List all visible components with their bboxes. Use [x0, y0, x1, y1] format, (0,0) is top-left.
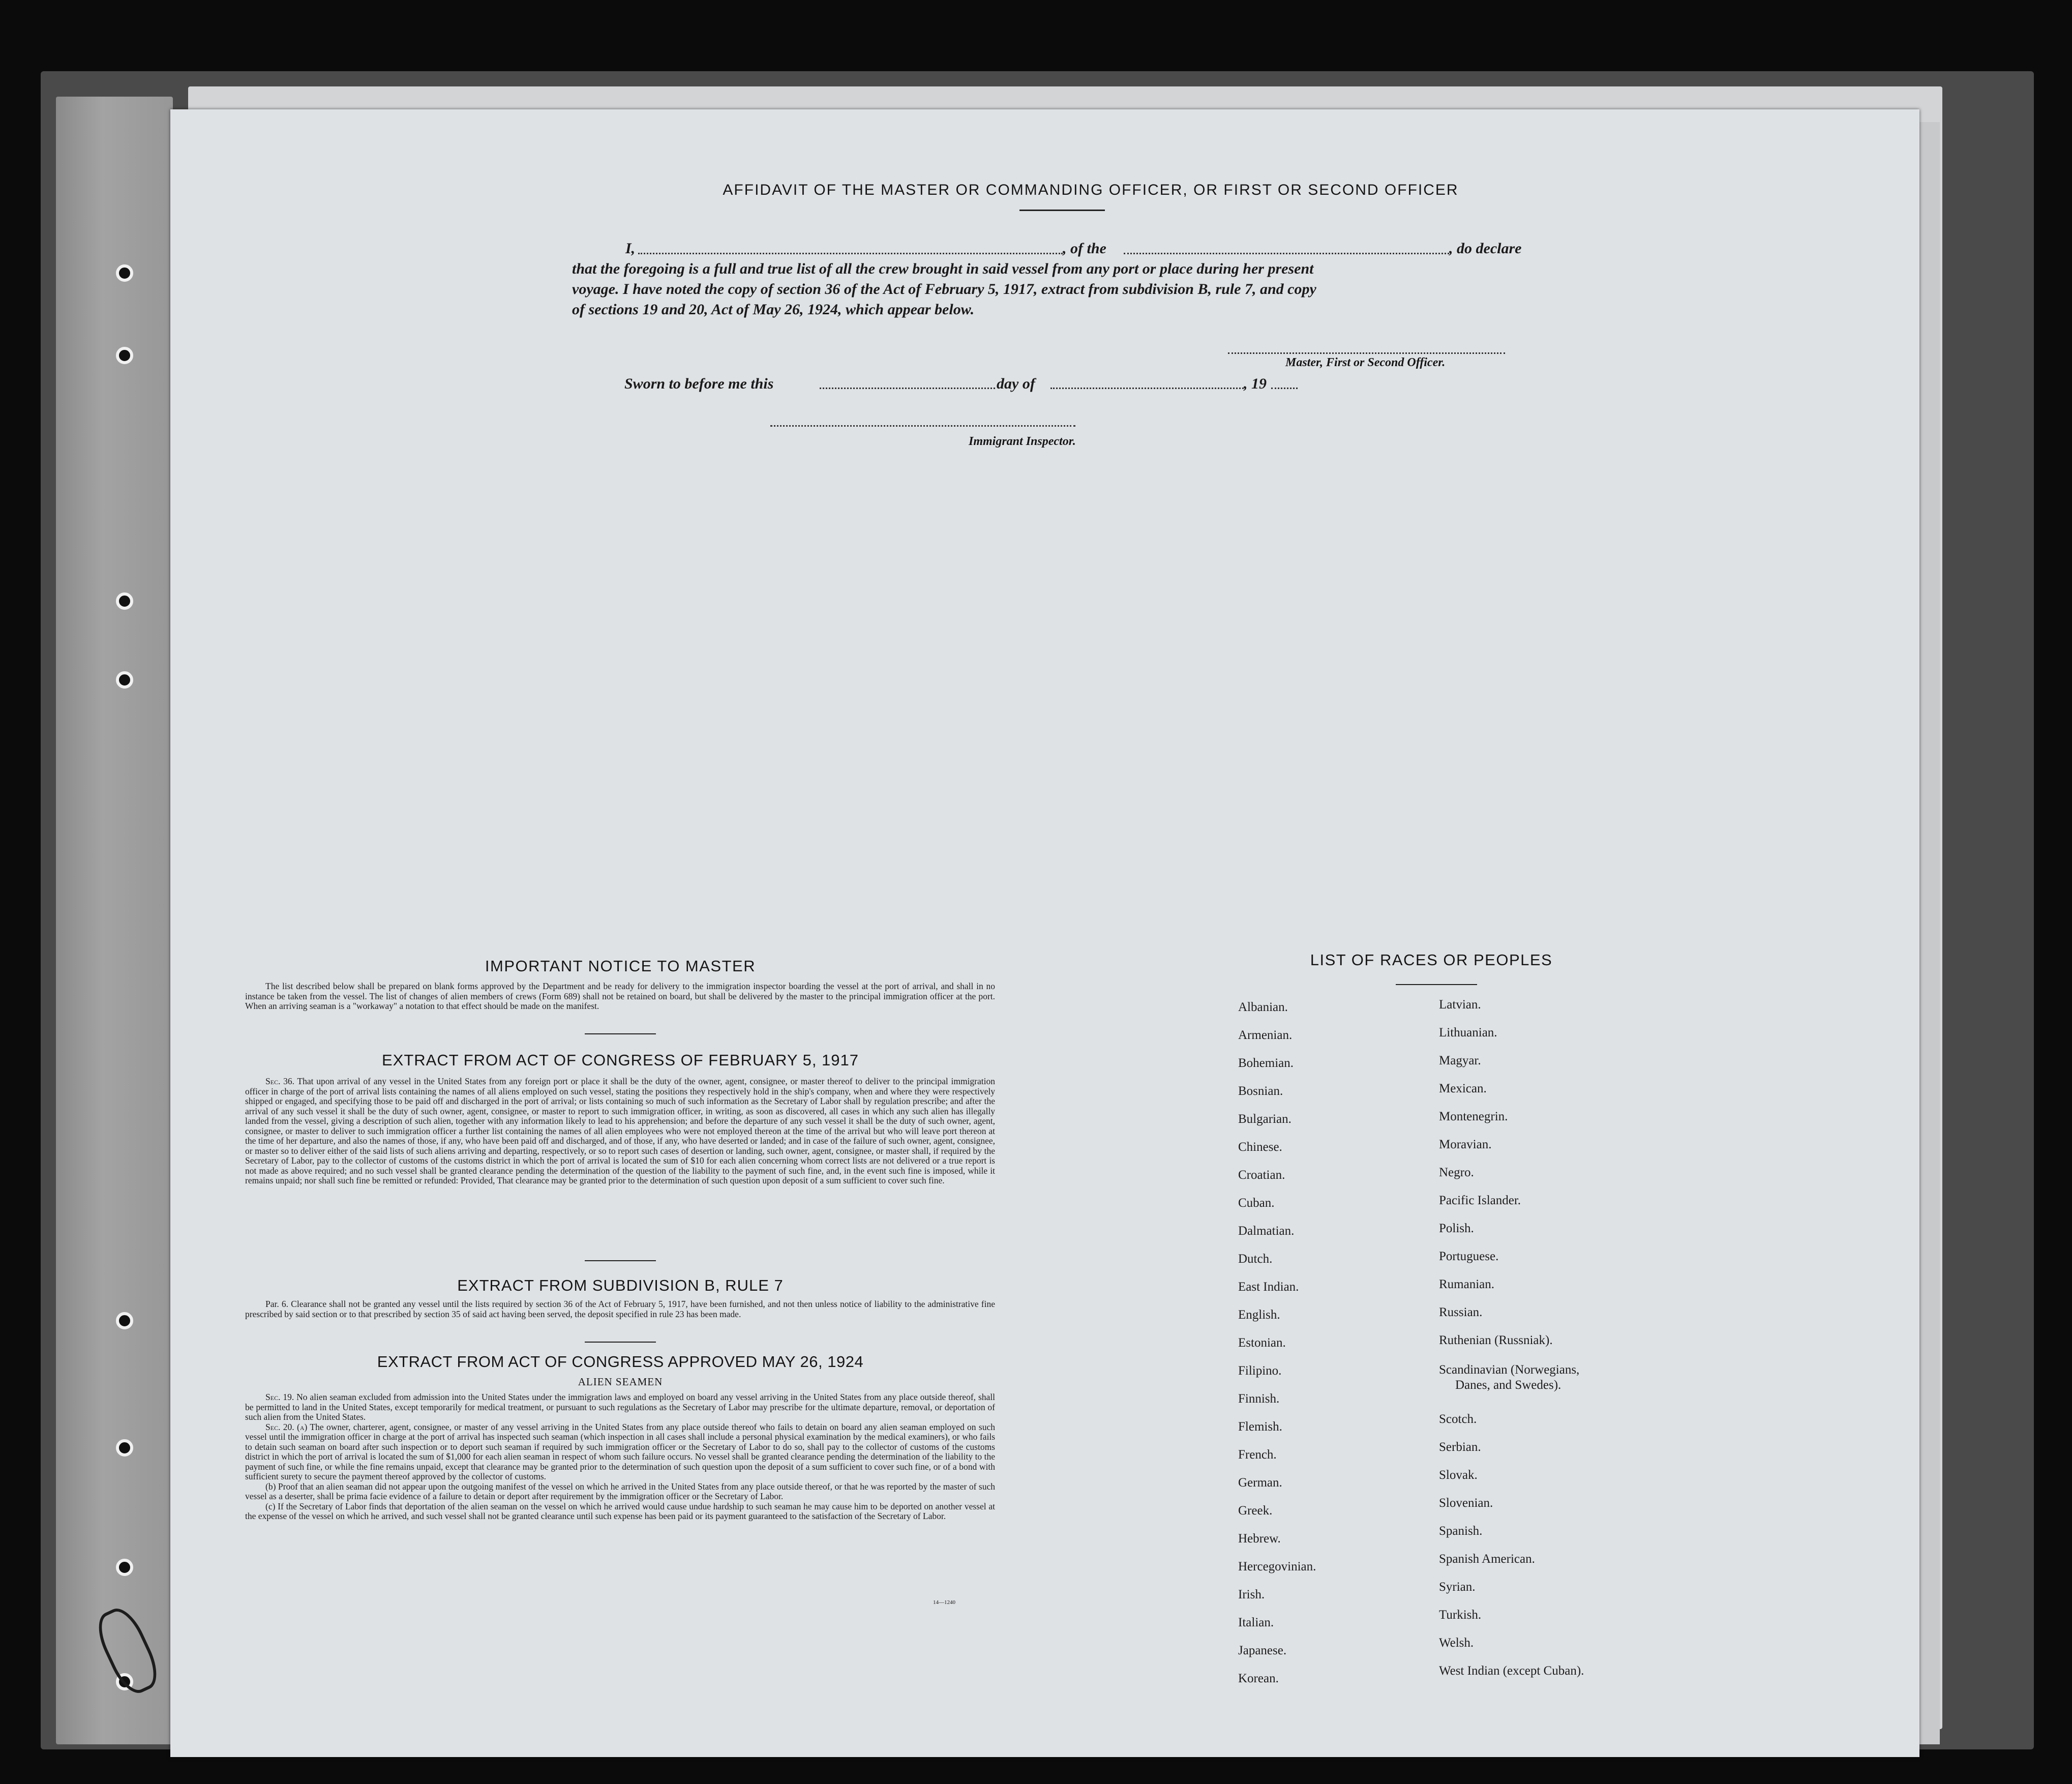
affidavit-of-the: , of the [1063, 240, 1106, 257]
section-20b-text: (b) Proof that an alien seaman did not appear upon the outgoing manifest of the vessel on which he arrived in the United States from any place outside thereof, or that he was reported by the master of such vessel as a deserter, shall be prima facie evidence of a failure to detain or deport after requirement by the immigration officer or the Secretary of Labor. [245, 1481, 995, 1501]
section-20c-text: (c) If the Secretary of Labor finds that deportation of the alien seaman on the vessel on which he arrived would cause undue hardship to such seaman he may cause him to be deported on another vessel at the expense of the vessel on which he arrived, and such vessel shall not be granted clearance until such expense has been paid or its payment guaranteed to the satisfaction of the Secretary of Labor. [245, 1501, 995, 1521]
race-item: Welsh. [1439, 1636, 1474, 1650]
race-item: Bosnian. [1238, 1084, 1283, 1098]
race-item: Mexican. [1439, 1082, 1487, 1095]
race-item: Italian. [1238, 1616, 1274, 1629]
race-item: Montenegrin. [1439, 1110, 1508, 1123]
races-rule [1396, 984, 1477, 985]
inspector-caption: Immigrant Inspector. [969, 435, 1076, 448]
sworn-year-blank[interactable] [1271, 388, 1298, 389]
section-20a-text: The owner, charterer, agent, consignee, or master of any vessel arriving in the United States from any place outside thereof who fails to detain on board any alien seaman employed on such vessel until the immigration officer in charge at the port of arrival has inspected such seaman (which inspection in all cases shall include a personal physical examination by the medical examiners), or who fails to detain such seaman on board after such inspection or to deport such seaman if required by such immigration officer or the Secretary of Labor to do so, shall pay to the collector of customs of the customs district in which the port of arrival is located the sum of $1,000 for each alien seaman in respect of whom such failure occurs. No vessel shall be granted clearance pending the determination of the liability to the payment of such fine, or while the fine remains unpaid, except that clearance may be granted prior to the determination of such question upon the deposit of a sum sufficient to cover such fine, or of a bond with sufficient surety to secure the payment thereof approved by the collector of customs. [245, 1421, 996, 1481]
race-item: Negro. [1439, 1166, 1474, 1179]
race-item: Estonian. [1238, 1336, 1286, 1350]
race-item: Filipino. [1238, 1364, 1282, 1378]
race-item: Irish. [1238, 1588, 1265, 1601]
punch-hole [116, 264, 133, 282]
extract-1917-rule [585, 1260, 656, 1261]
race-item: Pacific Islander. [1439, 1194, 1521, 1207]
race-item: Bulgarian. [1238, 1112, 1292, 1126]
extract-1917-heading: EXTRACT FROM ACT OF CONGRESS OF FEBRUARY 5, 1917 [381, 1051, 859, 1069]
rule-7-text: Par. 6. Clearance shall not be granted any vessel until the lists required by section 36 of the Act of February 5, 1917, have been furnished, and not then unless notice of liability to the administrative fine prescribed by said section or to that prescribed by section 35 of said act having been served, the deposit specified in rule 23 has been made. [245, 1299, 995, 1319]
punch-hole [116, 347, 133, 364]
stacked-page-edges [1919, 122, 1940, 1744]
race-item: Russian. [1439, 1305, 1483, 1319]
race-item: Syrian. [1439, 1580, 1476, 1594]
sworn-month-blank[interactable] [1050, 388, 1244, 389]
punch-hole [116, 1559, 133, 1576]
race-item: French. [1238, 1448, 1277, 1462]
race-item: German. [1238, 1476, 1282, 1490]
race-item: Albanian. [1238, 1000, 1288, 1014]
race-item: Latvian. [1439, 998, 1481, 1012]
race-item: Danes, and Swedes). [1455, 1378, 1561, 1392]
race-item: Portuguese. [1439, 1250, 1499, 1263]
races-heading: LIST OF RACES OR PEOPLES [1310, 951, 1553, 969]
race-item: Lithuanian. [1439, 1026, 1497, 1039]
punch-hole [116, 671, 133, 689]
notice-heading: IMPORTANT NOTICE TO MASTER [485, 957, 756, 975]
notice-text: The list described below shall be prepared on blank forms approved by the Department and be ready for delivery to the immigration inspector boarding the vessel at the port of arrival, and shall in no instance be taken from the vessel. The list of changes of alien members of crews (Form 689) shall not be retained on board, but shall be delivered by the master to the principal immigration officer at the port. When an arriving seaman is a "workaway" a notation to that effect should be made on the manifest. [245, 981, 995, 1011]
alien-seamen-subheading: ALIEN SEAMEN [578, 1376, 663, 1388]
race-item: West Indian (except Cuban). [1439, 1664, 1584, 1678]
binding-strip [56, 97, 173, 1744]
affidavit-line-4: of sections 19 and 20, Act of May 26, 1924, which appear below. [572, 301, 975, 318]
day-of-label: day of [997, 375, 1035, 392]
name-blank[interactable] [638, 253, 1063, 254]
race-item: Slovak. [1439, 1468, 1478, 1482]
race-item: Serbian. [1439, 1440, 1481, 1454]
race-item: Spanish. [1439, 1524, 1483, 1538]
vessel-blank[interactable] [1124, 253, 1449, 254]
race-item: Spanish American. [1439, 1552, 1535, 1566]
section-36-text: That upon arrival of any vessel in the United States from any foreign port or place it shall be the duty of the owner, agent, consignee, or master thereof to deliver to the principal immigration officer in charge of the port of arrival lists containing the names of all aliens employed on such vessel, stating the positions they respectively hold in the ship's company, when and where they were respectively shipped or engaged, and specifying those to be paid off and discharged in the port of arrival; or lists containing so much of such information as the Secretary of Labor shall by regulation prescribe; and after the arrival of any such vessel it shall be the duty of such owner, agent, consignee, or master to report to such immigration officer, in writing, as soon as discovered, all cases in which any such alien has illegally landed from the vessel, giving a description of such alien, together with any information likely to lead to his apprehension; and before the departure of any such vessel it shall be the duty of such owner, agent, consignee, or master to deliver to such immigration officer a further list containing the names of all alien employees who were not employed thereon at the time of the arrival but who will leave port thereon at the time of her departure, and also the names of those, if any, who have been paid off and discharged, and of those, if any, who have deserted or landed; and in case of the failure of such owner, agent, consignee, or master so to deliver either of the said lists of such aliens arriving and departing, respectively, or so to report such cases of desertion or landing, such owner, agent, consignee, or master shall, if required by the Secretary of Labor, pay to the collector of customs of the customs district in which the port of arrival is located the sum of $10 for each alien concerning whom correct lists are not delivered or a true report is not made as above required; and no such vessel shall be granted clearance pending the determination of the question of the liability to the payment of such fine, and, in the event such fine is imposed, while it remains unpaid; nor shall such fine be remitted or refunded: Provided, That clearance may be granted prior to the determination of such question upon deposit of a sum sufficient to cover such fine. [245, 1076, 995, 1185]
race-item: Korean. [1238, 1672, 1279, 1685]
affidavit-i: I, [625, 240, 636, 257]
inspector-signature-blank[interactable] [770, 425, 1075, 427]
race-item: Slovenian. [1439, 1496, 1493, 1510]
rule-7-body [245, 1299, 995, 1319]
affidavit-line-3: voyage. I have noted the copy of section 36 of the Act of February 5, 1917, extract from subdivision B, rule 7, and copy [572, 281, 1316, 298]
race-item: Turkish. [1439, 1608, 1482, 1622]
punch-hole [116, 1439, 133, 1456]
affidavit-declare: , do declare [1449, 240, 1522, 257]
year-prefix: , 19 [1244, 375, 1267, 392]
race-item: Scotch. [1439, 1412, 1477, 1426]
race-item: Chinese. [1238, 1140, 1282, 1154]
punch-hole [116, 1312, 133, 1329]
rule-7-heading: EXTRACT FROM SUBDIVISION B, RULE 7 [457, 1276, 784, 1294]
notice-rule [585, 1033, 656, 1034]
race-item: Dalmatian. [1238, 1224, 1295, 1238]
race-item: Dutch. [1238, 1252, 1273, 1266]
rule-7-rule [585, 1342, 656, 1343]
race-item: Ruthenian (Russniak). [1439, 1333, 1553, 1347]
affidavit-heading: AFFIDAVIT OF THE MASTER OR COMMANDING OFFICER, OR FIRST OR SECOND OFFICER [723, 182, 1459, 198]
section-20-label: Sec. 20. (a) [265, 1421, 308, 1432]
notice-body [245, 982, 995, 1012]
race-item: Rumanian. [1439, 1277, 1495, 1291]
race-item: Moravian. [1439, 1138, 1492, 1151]
race-item: Greek. [1238, 1504, 1273, 1518]
extract-1917-body [245, 1077, 995, 1186]
section-36-label: Sec. 36. [265, 1076, 295, 1086]
race-item: Finnish. [1238, 1392, 1280, 1406]
form-number: 14—1240 [933, 1599, 955, 1605]
race-item: Bohemian. [1238, 1056, 1294, 1070]
race-item: Flemish. [1238, 1420, 1282, 1434]
section-19-label: Sec. 19. [265, 1392, 294, 1402]
extract-1924-heading: EXTRACT FROM ACT OF CONGRESS APPROVED MAY 26, 1924 [377, 1353, 864, 1371]
race-item: Polish. [1439, 1222, 1474, 1235]
race-item: Scandinavian (Norwegians, [1439, 1363, 1580, 1377]
race-item: Cuban. [1238, 1196, 1275, 1210]
race-item: East Indian. [1238, 1280, 1299, 1294]
sworn-label: Sworn to before me this [624, 375, 774, 392]
master-signature-blank[interactable] [1228, 352, 1505, 354]
affidavit-line-2: that the foregoing is a full and true list of all the crew brought in said vessel from any port or place during her present [572, 260, 1314, 277]
section-19-text: No alien seaman excluded from admission into the United States under the immigration laws and employed on board any vessel arriving in the United States from any place outside thereof, shall be permitted to land in the United States, except temporarily for medical treatment, or pursuant to such regulations as the Secretary of Labor may prescribe for the ultimate departure, removal, or deportation of such alien from the United States. [245, 1392, 996, 1422]
sworn-day-blank[interactable] [820, 388, 995, 389]
heading-rule [1019, 210, 1105, 211]
race-item: Croatian. [1238, 1168, 1285, 1182]
punch-hole [116, 592, 133, 610]
race-item: Japanese. [1238, 1644, 1287, 1657]
race-item: Hebrew. [1238, 1532, 1281, 1545]
race-item: Hercegovinian. [1238, 1560, 1316, 1573]
master-caption: Master, First or Second Officer. [1285, 356, 1446, 369]
race-item: Magyar. [1439, 1054, 1481, 1067]
extract-1924-body [245, 1392, 995, 1522]
race-item: Armenian. [1238, 1028, 1293, 1042]
race-item: English. [1238, 1308, 1280, 1322]
